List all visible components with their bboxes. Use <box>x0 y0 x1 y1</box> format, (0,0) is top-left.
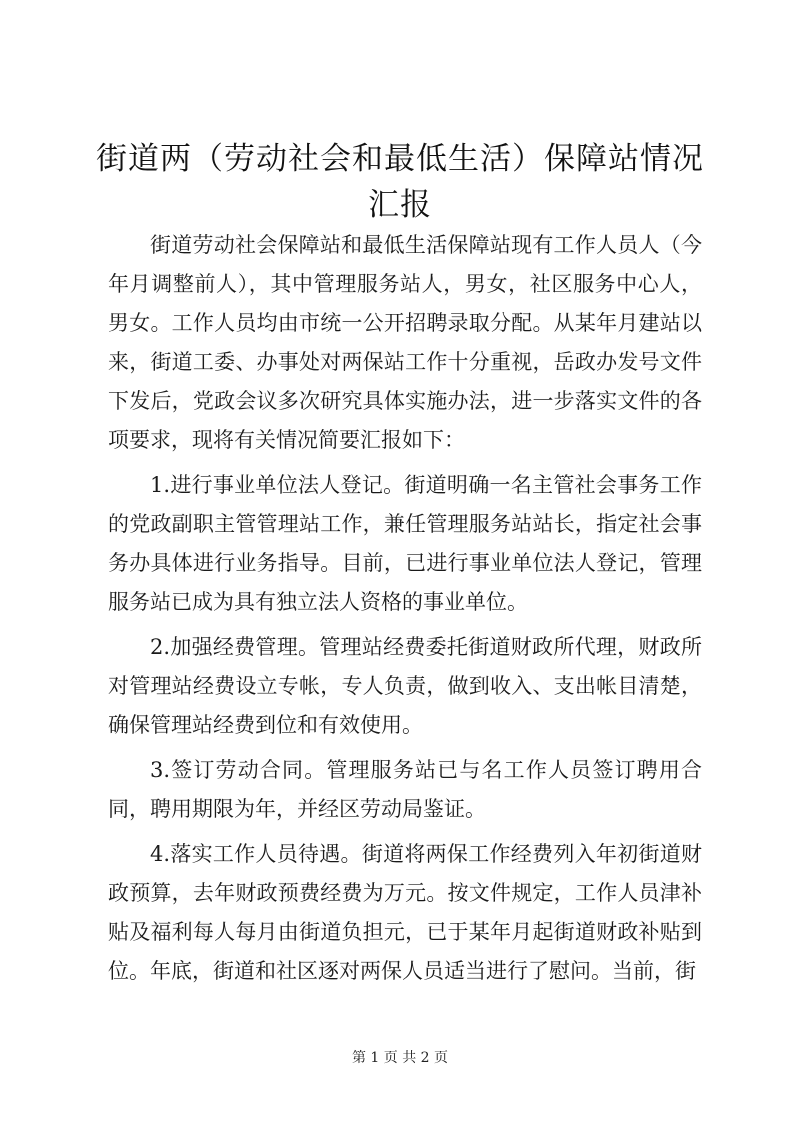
paragraph-item-4: 4.落实工作人员待遇。街道将两保工作经费列入年初街道财政预算，去年财政预费经费为万元。按文件规定，工作人员津补贴及福利每人每月由街道负担元，已于某年月起街道财政补贴到位。年底，街道和社区逐对两保人员适当进行了慰问。当前，街 <box>108 842 702 983</box>
paragraph-item-3: 3.签订劳动合同。管理服务站已与名工作人员签订聘用合同，聘用期限为年，并经区劳动局鉴证。 <box>108 758 702 821</box>
paragraph-item-1: 1.进行事业单位法人登记。街道明确一名主管社会事务工作的党政副职主管管理站工作，兼任管理服务站站长，指定社会事务办具体进行业务指导。目前，已进行事业单位法人登记，管理服务站已成为具有独立法人资格的事业单位。 <box>108 473 702 614</box>
document-title: 街道两（劳动社会和最低生活）保障站情况汇报 <box>96 141 704 223</box>
paragraph-item-2: 2.加强经费管理。管理站经费委托街道财政所代理，财政所对管理站经费设立专帐，专人负责，做到收入、支出帐目清楚，确保管理站经费到位和有效使用。 <box>108 635 702 737</box>
paragraph-intro: 街道劳动社会保障站和最低生活保障站现有工作人员人（今年月调整前人），其中管理服务站人，男女，社区服务中心人，男女。工作人员均由市统一公开招聘录取分配。从某年月建站以来，街道工委、办事处对两保站工作十分重视，岳政办发号文件下发后，党政会议多次研究具体实施办法，进一步落实文件的各项要求，现将有关情况简要汇报如下： <box>108 233 702 452</box>
page-number-footer: 第 1 页 共 2 页 <box>351 1050 449 1066</box>
document-body <box>108 226 702 997</box>
